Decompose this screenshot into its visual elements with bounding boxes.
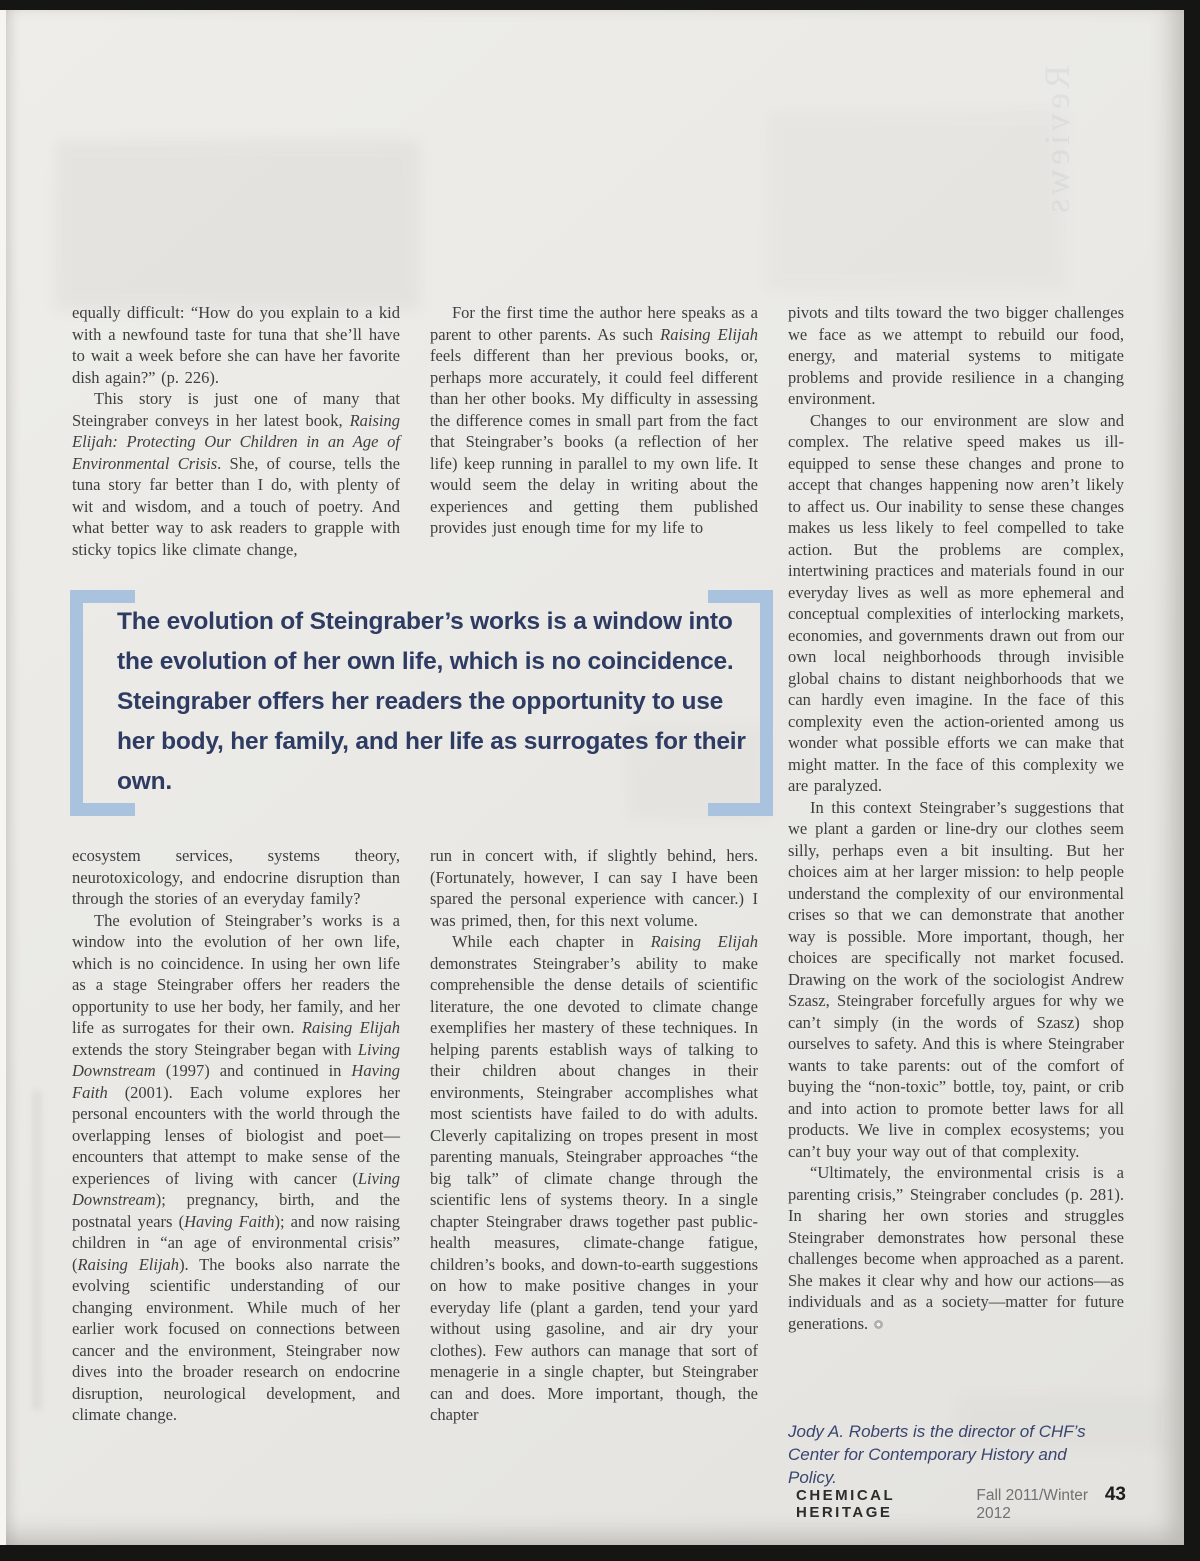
paragraph: The evolution of Steingraber’s works is a window into the evolution of her own life, which is no coincidence. In using her own life as a stage Steingraber offers her readers the opportunity to use her body, her family, and her life as surrogates for their own. Raising Elijah extends the story Steingraber began with Living Downstream (1997) and continued in Having Faith (2001). Each volume explores her personal encounters with the world through the overlapping lenses of biologist and poet—encounters that attempt to make sense of the experiences of living with cancer (Living Downstream); pregnancy, birth, and the postnatal years (Having Faith); and now raising children in “an age of environmental crisis” (Raising Elijah). The books also narrate the evolving scientific understanding of our changing environment. While much of her earlier work focused on connections between cancer and the environment, Steingraber now dives into the broader research on endocrine disruption, neurological development, and climate change. xyxy=(72,910,401,1424)
column-middle-bottom xyxy=(430,845,758,1426)
column-left-top xyxy=(72,302,400,560)
pull-quote xyxy=(70,590,773,816)
paragraph: In this context Steingraber’s suggestions that we plant a garden or line-dry our clothes seem silly, perhaps even a bit insulting. But her choices aim at her larger mission: to help people understand the complexity of our environmental crises so that we can demonstrate that another way is possible. More important, though, her choices are specifically not market focused. Drawing on the work of the sociologist Andrew Szasz, Steingraber forcefully argues for why we can’t simply (in the words of Szasz) shop ourselves to safety. And this is where Steingraber wants to take parents: out of the comfort of buying the “non-toxic” bottle, toy, paint, or crib and into action to promote better laws for all products. We live in complex ecosystems; you can’t buy your way out of that complexity. xyxy=(788,797,1124,1161)
issue-date: Fall 2011/Winter 2012 xyxy=(976,1487,1089,1522)
ghost-reviews-text: Reviews xyxy=(1037,65,1077,217)
paragraph: run in concert with, if slightly behind, hers. (Fortunately, however, I can say I have been spared the personal experience with cancer.) I was primed, then, for this next volume. xyxy=(430,846,758,930)
paragraph: pivots and tilts toward the two bigger challenges we face as we attempt to rebuild our food, energy, and material systems to mitigate problems and provide resilience in a changing environment. xyxy=(788,303,1124,408)
paragraph: While each chapter in Raising Elijah demonstrates Steingraber’s ability to make comprehensible the dense details of scientific literature, the one devoted to climate change exemplifies her mastery of these techniques. In helping parents establish ways of talking to their children about changes in their environments, Steingraber accomplishes what most scientists have failed to do with adults. Cleverly capitalizing on tropes present in most parenting manuals, Steingraber approaches “the big talk” of climate change through the scientific lens of systems theory. In a single chapter Steingraber draws together past public-health measures, climate-change fatigue, children’s books, and down-to-earth suggestions on how to make positive changes in your everyday life (plant a garden, tend your yard without using gasoline, and air dry your clothes). Few authors can manage that sort of menagerie in a single chapter, but Steingraber can and does. More important, though, the chapter xyxy=(430,932,759,1424)
page-number: 43 xyxy=(1104,1484,1126,1505)
paragraph: ecosystem services, systems theory, neurotoxicology, and endocrine disruption than through the stories of an everyday family? xyxy=(72,846,400,908)
ghost-show-through-block xyxy=(766,110,1066,290)
magazine-page xyxy=(6,10,1184,1545)
column-right xyxy=(788,302,1124,1334)
paragraph: This story is just one of many that Steingraber conveys in her latest book, Raising Elijah: Protecting Our Children in an Age of Environmental Crisis. She, of course, tells the tuna story far better than I do, with plenty of wit and wisdom, and a touch of poetry. And what better way to ask readers to grapple with sticky topics like climate change, xyxy=(72,389,401,559)
paragraph: “Ultimately, the environmental crisis is a parenting crisis,” Steingraber concludes (p. 281). In sharing her own stories and struggles Steingraber demonstrates how personal these challenges become when approached as a parent. She makes it clear why and how our actions—as individuals and as a society—matter for future generations. xyxy=(788,1163,1124,1333)
paragraph: Changes to our environment are slow and complex. The relative speed makes us ill-equipped to sense these changes and prone to accept that changes happening now aren’t likely to affect us. Our inability to sense these changes makes us less likely to feel compelled to take action. But the problems are complex, intertwining practices and materials found in our everyday lives as well as more ephemeral and conceptual complexities of interlocking markets, economies, and governments drawn out from our own local neighborhoods through invisible global chains to distant neighborhoods that we can hardly even imagine. In the face of this complexity even the action-oriented among us wonder what possible efforts we can make that might matter. In the face of this complexity we are paralyzed. xyxy=(788,410,1124,795)
page-footer xyxy=(796,1484,1126,1523)
pull-quote-text: The evolution of Steingraber’s works is a window into the evolution of her own life, which is no coincidence. Steingraber offers her readers the opportunity to use her body, her family, and her life as surrogates for their own. xyxy=(117,608,746,795)
ghost-photo-credit-smudge xyxy=(32,1090,42,1410)
paragraph: equally difficult: “How do you explain to a kid with a newfound taste for tuna that she’ll have to wait a week before she can have her favorite dish again?” (p. 226). xyxy=(72,303,400,387)
magazine-name: CHEMICAL HERITAGE xyxy=(796,1487,895,1521)
column-middle-top xyxy=(430,302,758,539)
end-of-article-mark xyxy=(874,1320,883,1329)
paragraph: For the first time the author here speaks as a parent to other parents. As such Raising Elijah feels different than her previous books, or, perhaps more accurately, it could feel different than her other books. My difficulty in assessing the difference comes in small part from the fact that Steingraber’s books (a reflection of her life) keep running in parallel to my own life. It would seem the delay in writing about the experiences and getting them published provides just enough time for my life to xyxy=(430,303,759,537)
author-attribution: Jody A. Roberts is the director of CHF’s Center for Contemporary History and Policy. xyxy=(788,1422,1086,1487)
column-left-bottom xyxy=(72,845,400,1426)
ghost-show-through-block xyxy=(55,140,420,310)
